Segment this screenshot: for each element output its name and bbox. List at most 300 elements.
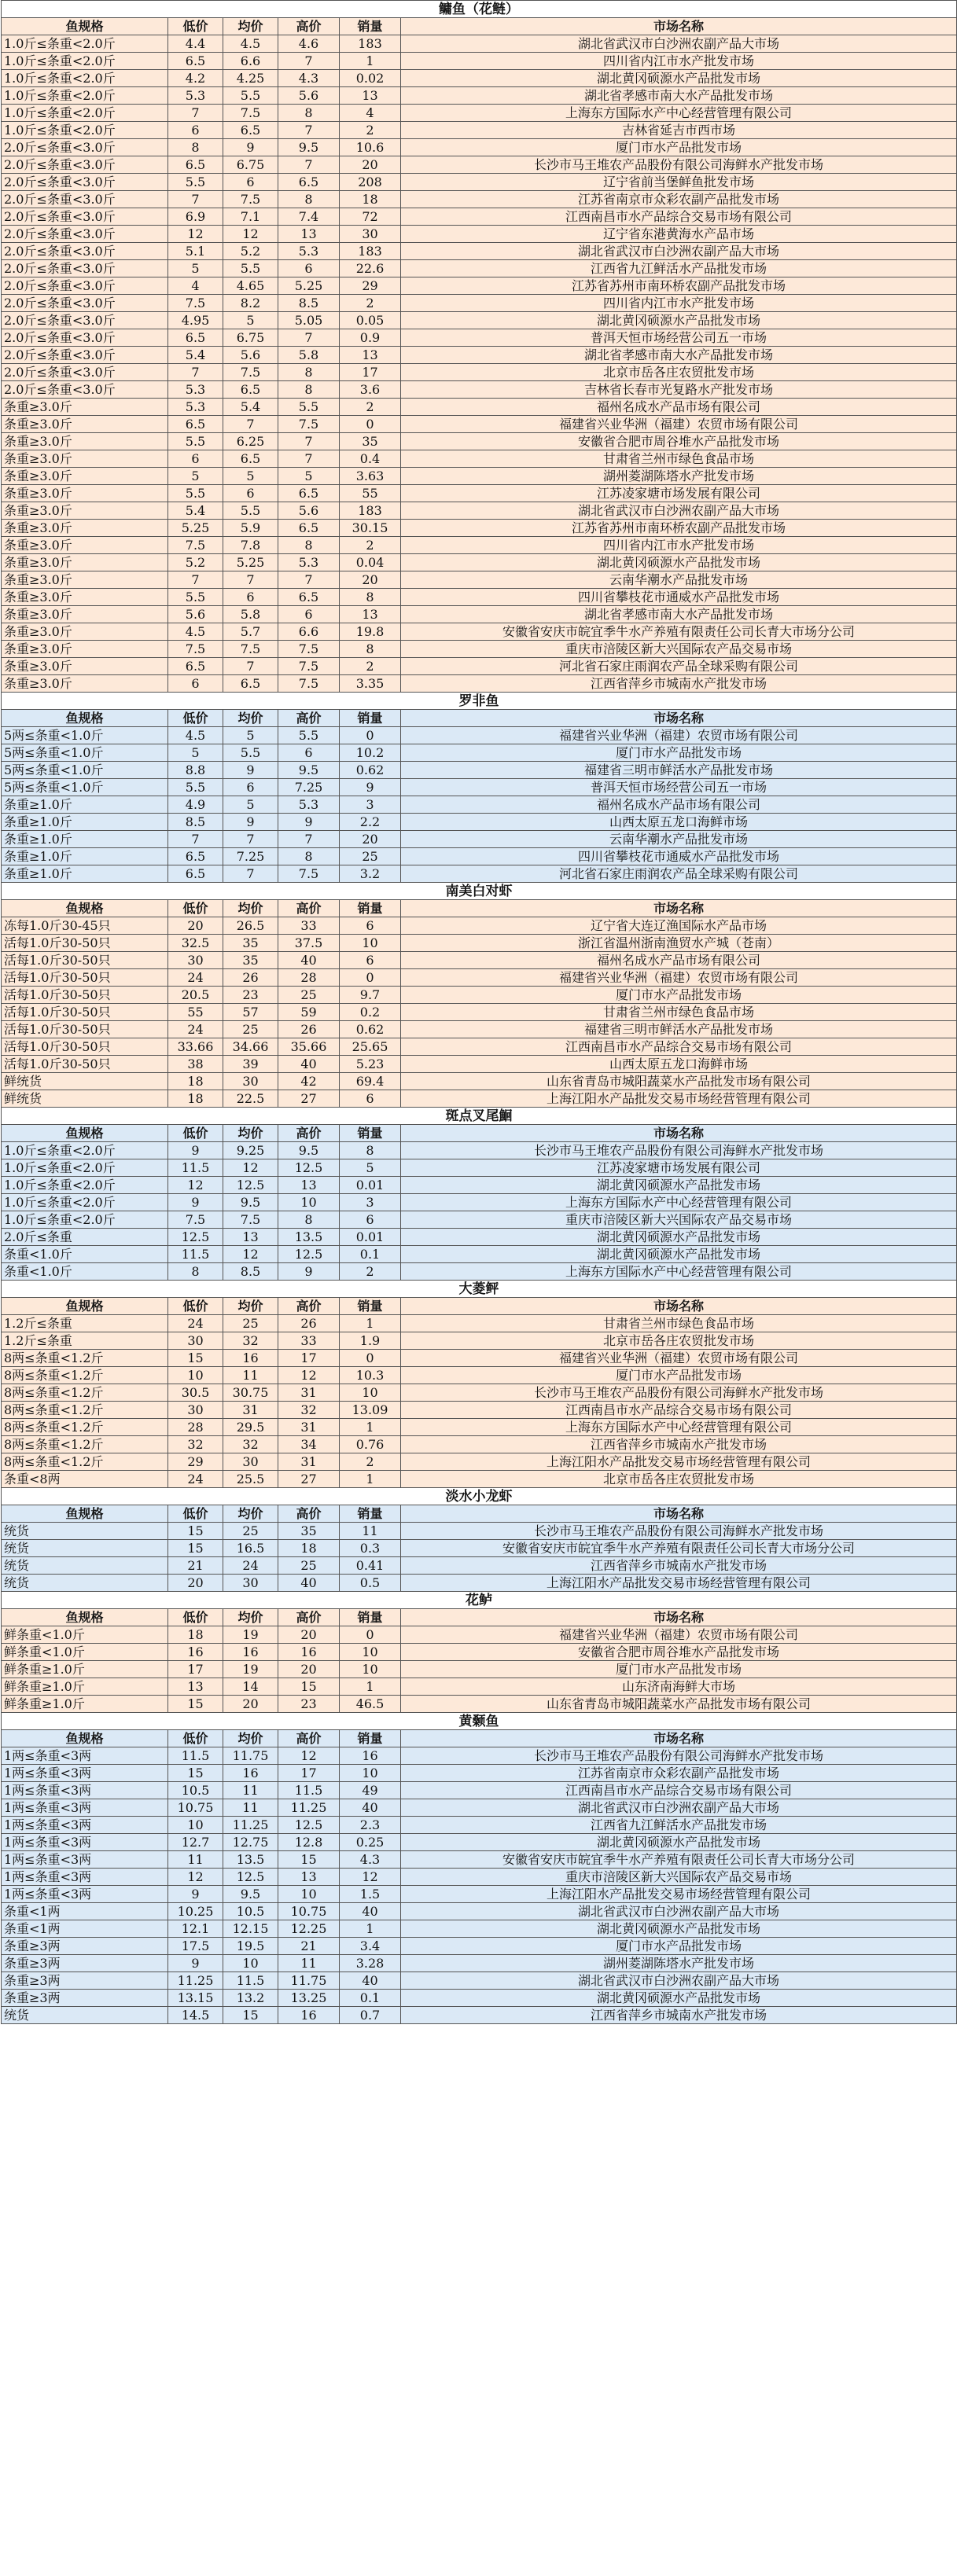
cell-vol: 55 [340, 485, 401, 502]
cell-low: 5.2 [168, 554, 223, 571]
cell-market: 安徽省安庆市皖宜季牛水产养殖有限责任公司长青大市场分公司 [401, 1540, 957, 1557]
cell-low: 9 [168, 1142, 223, 1159]
cell-avg: 5.9 [223, 520, 278, 537]
cell-spec: 条重≥3.0斤 [2, 502, 168, 520]
column-header-vol: 销量 [340, 18, 401, 35]
cell-vol: 2 [340, 658, 401, 675]
column-header-row [2, 1298, 957, 1315]
cell-market: 湖北黄冈硕源水产品批发市场 [401, 554, 957, 571]
cell-low: 13.15 [168, 1990, 223, 2007]
table-row [2, 1920, 957, 1938]
table-row [2, 675, 957, 693]
cell-high: 8 [278, 105, 340, 122]
column-header-market: 市场名称 [401, 1730, 957, 1747]
cell-low: 11.5 [168, 1246, 223, 1263]
cell-high: 13 [278, 1177, 340, 1194]
table-row [2, 848, 957, 865]
cell-avg: 7.8 [223, 537, 278, 554]
cell-low: 30 [168, 1332, 223, 1350]
cell-avg: 5.5 [223, 502, 278, 520]
cell-spec: 条重≥3两 [2, 1990, 168, 2007]
table-row [2, 1678, 957, 1696]
cell-spec: 2.0斤≤条重<3.0斤 [2, 295, 168, 312]
table-row [2, 1799, 957, 1817]
cell-high: 13.5 [278, 1229, 340, 1246]
cell-avg: 11 [223, 1799, 278, 1817]
table-row [2, 831, 957, 848]
cell-spec: 5两≤条重<1.0斤 [2, 762, 168, 779]
column-header-spec: 鱼规格 [2, 1730, 168, 1747]
cell-low: 6 [168, 450, 223, 468]
cell-avg: 7 [223, 416, 278, 433]
cell-spec: 2.0斤≤条重 [2, 1229, 168, 1246]
cell-vol: 40 [340, 1903, 401, 1920]
cell-avg: 6.5 [223, 675, 278, 693]
cell-avg: 32 [223, 1436, 278, 1453]
cell-market: 江苏省南京市众彩农副产品批发市场 [401, 1765, 957, 1782]
column-header-vol: 销量 [340, 1609, 401, 1626]
cell-market: 四川省内江市水产批发市场 [401, 53, 957, 70]
cell-vol: 5 [340, 1159, 401, 1177]
cell-high: 6 [278, 744, 340, 762]
cell-spec: 活每1.0斤30-50只 [2, 969, 168, 987]
cell-avg: 4.65 [223, 277, 278, 295]
cell-high: 15 [278, 1851, 340, 1869]
section-title: 鳙鱼（花鲢） [2, 1, 957, 18]
table-row [2, 1661, 957, 1678]
cell-spec: 条重≥3两 [2, 1955, 168, 1972]
cell-market: 上海东方国际水产中心经营管理有限公司 [401, 1194, 957, 1211]
cell-high: 11.25 [278, 1799, 340, 1817]
cell-avg: 5.4 [223, 399, 278, 416]
cell-low: 30 [168, 952, 223, 969]
cell-vol: 3.28 [340, 1955, 401, 1972]
table-row [2, 295, 957, 312]
cell-spec: 2.0斤≤条重<3.0斤 [2, 260, 168, 277]
cell-low: 6.5 [168, 848, 223, 865]
cell-spec: 1.2斤≤条重 [2, 1332, 168, 1350]
table-row [2, 1626, 957, 1644]
table-row [2, 589, 957, 606]
cell-high: 25 [278, 1557, 340, 1575]
cell-market: 湖北黄冈硕源水产品批发市场 [401, 1990, 957, 2007]
cell-market: 长沙市马王堆农产品股份有限公司海鲜水产批发市场 [401, 1747, 957, 1765]
column-header-high: 高价 [278, 1730, 340, 1747]
cell-low: 6 [168, 122, 223, 139]
cell-spec: 统货 [2, 1540, 168, 1557]
table-row [2, 1886, 957, 1903]
cell-avg: 7.5 [223, 191, 278, 208]
cell-high: 11 [278, 1955, 340, 1972]
cell-market: 四川省攀枝花市通威水产品批发市场 [401, 589, 957, 606]
cell-vol: 0.5 [340, 1575, 401, 1592]
cell-market: 福建省兴业华洲（福建）农贸市场有限公司 [401, 416, 957, 433]
cell-avg: 4.25 [223, 70, 278, 87]
cell-market: 上海江阳水产品批发交易市场经营管理有限公司 [401, 1453, 957, 1471]
cell-avg: 7.5 [223, 641, 278, 658]
cell-high: 9.5 [278, 1142, 340, 1159]
cell-vol: 0.62 [340, 762, 401, 779]
table-row [2, 485, 957, 502]
cell-vol: 0.05 [340, 312, 401, 329]
cell-high: 7.5 [278, 658, 340, 675]
section-title: 南美白对虾 [2, 883, 957, 900]
table-row [2, 468, 957, 485]
cell-vol: 1.5 [340, 1886, 401, 1903]
cell-high: 31 [278, 1453, 340, 1471]
column-header-avg: 均价 [223, 710, 278, 727]
table-row [2, 226, 957, 243]
cell-low: 6.5 [168, 416, 223, 433]
cell-avg: 16 [223, 1644, 278, 1661]
cell-market: 四川省攀枝花市通威水产品批发市场 [401, 848, 957, 865]
cell-spec: 1两≤条重<3两 [2, 1886, 168, 1903]
cell-spec: 5两≤条重<1.0斤 [2, 779, 168, 796]
column-header-market: 市场名称 [401, 18, 957, 35]
cell-spec: 2.0斤≤条重<3.0斤 [2, 139, 168, 156]
cell-high: 6.5 [278, 520, 340, 537]
cell-market: 吉林省延吉市西市场 [401, 122, 957, 139]
cell-high: 23 [278, 1696, 340, 1713]
cell-vol: 10 [340, 935, 401, 952]
cell-high: 9 [278, 1263, 340, 1281]
cell-market: 湖北黄冈硕源水产品批发市场 [401, 1920, 957, 1938]
cell-high: 8 [278, 537, 340, 554]
cell-high: 5.05 [278, 312, 340, 329]
cell-market: 福建省兴业华洲（福建）农贸市场有限公司 [401, 727, 957, 744]
cell-low: 6.9 [168, 208, 223, 226]
table-row [2, 2007, 957, 2024]
cell-market: 甘肃省兰州市绿色食品市场 [401, 450, 957, 468]
cell-market: 江苏省苏州市南环桥农副产品批发市场 [401, 520, 957, 537]
cell-spec: 8两≤条重<1.2斤 [2, 1453, 168, 1471]
column-header-avg: 均价 [223, 1298, 278, 1315]
cell-market: 福州名成水产品市场有限公司 [401, 952, 957, 969]
cell-avg: 11.5 [223, 1972, 278, 1990]
cell-market: 安徽省合肥市周谷堆水产品批发市场 [401, 433, 957, 450]
cell-high: 7.5 [278, 675, 340, 693]
cell-market: 湖北黄冈硕源水产品批发市场 [401, 1834, 957, 1851]
cell-high: 26 [278, 1021, 340, 1038]
table-row [2, 329, 957, 347]
cell-low: 15 [168, 1765, 223, 1782]
cell-avg: 5.8 [223, 606, 278, 623]
table-row [2, 1021, 957, 1038]
cell-low: 7.5 [168, 537, 223, 554]
cell-market: 长沙市马王堆农产品股份有限公司海鲜水产批发市场 [401, 1384, 957, 1402]
cell-avg: 10.5 [223, 1903, 278, 1920]
cell-vol: 2 [340, 399, 401, 416]
cell-vol: 20 [340, 156, 401, 174]
cell-vol: 0.62 [340, 1021, 401, 1038]
column-header-low: 低价 [168, 1609, 223, 1626]
column-header-row [2, 18, 957, 35]
column-header-high: 高价 [278, 710, 340, 727]
cell-low: 28 [168, 1419, 223, 1436]
cell-market: 甘肃省兰州市绿色食品市场 [401, 1004, 957, 1021]
cell-high: 13 [278, 226, 340, 243]
table-row [2, 1229, 957, 1246]
column-header-vol: 销量 [340, 1505, 401, 1523]
column-header-vol: 销量 [340, 900, 401, 917]
cell-vol: 1 [340, 1678, 401, 1696]
cell-avg: 30 [223, 1073, 278, 1090]
cell-vol: 0.1 [340, 1246, 401, 1263]
cell-spec: 鲜统货 [2, 1090, 168, 1108]
cell-low: 38 [168, 1056, 223, 1073]
cell-avg: 7.5 [223, 364, 278, 381]
cell-spec: 条重≥1.0斤 [2, 814, 168, 831]
column-header-vol: 销量 [340, 1730, 401, 1747]
table-row [2, 416, 957, 433]
cell-high: 37.5 [278, 935, 340, 952]
cell-avg: 29.5 [223, 1419, 278, 1436]
cell-spec: 条重≥3.0斤 [2, 468, 168, 485]
cell-high: 5.6 [278, 87, 340, 105]
cell-spec: 1.0斤≤条重<2.0斤 [2, 1194, 168, 1211]
cell-high: 35 [278, 1523, 340, 1540]
cell-low: 33.66 [168, 1038, 223, 1056]
cell-spec: 1两≤条重<3两 [2, 1851, 168, 1869]
cell-market: 湖北省武汉市白沙洲农副产品大市场 [401, 243, 957, 260]
cell-market: 厦门市水产品批发市场 [401, 987, 957, 1004]
cell-high: 42 [278, 1073, 340, 1090]
cell-vol: 0 [340, 969, 401, 987]
cell-market: 云南华潮水产品批发市场 [401, 571, 957, 589]
section-title-row [2, 1, 957, 18]
table-row [2, 1090, 957, 1108]
cell-low: 9 [168, 1886, 223, 1903]
column-header-market: 市场名称 [401, 1505, 957, 1523]
cell-low: 15 [168, 1696, 223, 1713]
cell-high: 8 [278, 848, 340, 865]
cell-high: 7 [278, 329, 340, 347]
cell-high: 12.8 [278, 1834, 340, 1851]
cell-high: 10.75 [278, 1903, 340, 1920]
cell-avg: 35 [223, 952, 278, 969]
cell-spec: 2.0斤≤条重<3.0斤 [2, 243, 168, 260]
cell-low: 6 [168, 675, 223, 693]
table-row [2, 1834, 957, 1851]
cell-high: 8 [278, 191, 340, 208]
cell-vol: 11 [340, 1523, 401, 1540]
column-header-avg: 均价 [223, 900, 278, 917]
table-row [2, 554, 957, 571]
cell-avg: 11 [223, 1782, 278, 1799]
cell-market: 北京市岳各庄农贸批发市场 [401, 1471, 957, 1488]
cell-spec: 2.0斤≤条重<3.0斤 [2, 347, 168, 364]
table-row [2, 399, 957, 416]
cell-low: 4.2 [168, 70, 223, 87]
cell-low: 4.9 [168, 796, 223, 814]
cell-market: 上海江阳水产品批发交易市场经营管理有限公司 [401, 1886, 957, 1903]
cell-vol: 5.23 [340, 1056, 401, 1073]
column-header-spec: 鱼规格 [2, 900, 168, 917]
cell-spec: 1.0斤≤条重<2.0斤 [2, 1177, 168, 1194]
cell-market: 长沙市马王堆农产品股份有限公司海鲜水产批发市场 [401, 156, 957, 174]
cell-spec: 条重<1两 [2, 1920, 168, 1938]
cell-low: 29 [168, 1453, 223, 1471]
cell-avg: 6.75 [223, 329, 278, 347]
cell-low: 20 [168, 1575, 223, 1592]
cell-market: 湖北省孝感市南大水产品批发市场 [401, 347, 957, 364]
cell-low: 5.3 [168, 87, 223, 105]
cell-market: 湖北省武汉市白沙洲农副产品大市场 [401, 35, 957, 53]
cell-low: 7 [168, 191, 223, 208]
cell-vol: 2 [340, 1453, 401, 1471]
cell-spec: 8两≤条重<1.2斤 [2, 1436, 168, 1453]
cell-high: 12.5 [278, 1246, 340, 1263]
cell-avg: 30 [223, 1453, 278, 1471]
price-table [1, 0, 957, 2024]
cell-high: 13.25 [278, 1990, 340, 2007]
cell-high: 9 [278, 814, 340, 831]
cell-vol: 10.3 [340, 1367, 401, 1384]
cell-vol: 0.3 [340, 1540, 401, 1557]
cell-avg: 30 [223, 1575, 278, 1592]
cell-vol: 0.01 [340, 1229, 401, 1246]
column-header-spec: 鱼规格 [2, 1505, 168, 1523]
cell-vol: 10 [340, 1384, 401, 1402]
cell-high: 40 [278, 952, 340, 969]
cell-market: 江西南昌市水产品综合交易市场有限公司 [401, 1038, 957, 1056]
table-row [2, 987, 957, 1004]
cell-spec: 条重≥3.0斤 [2, 416, 168, 433]
cell-vol: 6 [340, 952, 401, 969]
cell-low: 10.25 [168, 1903, 223, 1920]
cell-spec: 条重≥1.0斤 [2, 865, 168, 883]
cell-vol: 10 [340, 1644, 401, 1661]
cell-low: 18 [168, 1626, 223, 1644]
cell-avg: 16.5 [223, 1540, 278, 1557]
cell-market: 江苏省苏州市南环桥农副产品批发市场 [401, 277, 957, 295]
cell-vol: 1 [340, 1471, 401, 1488]
table-row [2, 277, 957, 295]
cell-market: 山西太原五龙口海鲜市场 [401, 1056, 957, 1073]
table-row [2, 1436, 957, 1453]
cell-low: 8.5 [168, 814, 223, 831]
table-row [2, 1419, 957, 1436]
cell-low: 10 [168, 1367, 223, 1384]
table-row [2, 1644, 957, 1661]
cell-vol: 0.02 [340, 70, 401, 87]
cell-market: 上海江阳水产品批发交易市场经营管理有限公司 [401, 1575, 957, 1592]
cell-market: 江西省九江鲜活水产品批发市场 [401, 1817, 957, 1834]
cell-market: 甘肃省兰州市绿色食品市场 [401, 1315, 957, 1332]
cell-spec: 条重≥3.0斤 [2, 658, 168, 675]
cell-vol: 20 [340, 571, 401, 589]
cell-vol: 19.8 [340, 623, 401, 641]
cell-avg: 6.75 [223, 156, 278, 174]
cell-market: 湖北黄冈硕源水产品批发市场 [401, 312, 957, 329]
cell-spec: 条重≥3.0斤 [2, 675, 168, 693]
table-row [2, 1402, 957, 1419]
cell-vol: 1 [340, 1920, 401, 1938]
cell-spec: 条重≥3.0斤 [2, 571, 168, 589]
cell-avg: 5 [223, 796, 278, 814]
cell-market: 上海东方国际水产中心经营管理有限公司 [401, 1419, 957, 1436]
cell-vol: 0.01 [340, 1177, 401, 1194]
cell-vol: 3 [340, 1194, 401, 1211]
cell-high: 7 [278, 571, 340, 589]
cell-low: 14.5 [168, 2007, 223, 2024]
cell-spec: 5两≤条重<1.0斤 [2, 744, 168, 762]
column-header-high: 高价 [278, 1125, 340, 1142]
cell-low: 9 [168, 1194, 223, 1211]
cell-vol: 0.1 [340, 1990, 401, 2007]
cell-vol: 0 [340, 1626, 401, 1644]
cell-avg: 31 [223, 1402, 278, 1419]
cell-market: 厦门市水产品批发市场 [401, 1661, 957, 1678]
cell-spec: 1.0斤≤条重<2.0斤 [2, 70, 168, 87]
cell-avg: 9 [223, 814, 278, 831]
cell-avg: 6.5 [223, 450, 278, 468]
cell-market: 湖北省孝感市南大水产品批发市场 [401, 606, 957, 623]
table-row [2, 1696, 957, 1713]
cell-vol: 6 [340, 1090, 401, 1108]
cell-avg: 5 [223, 468, 278, 485]
table-row [2, 347, 957, 364]
cell-spec: 8两≤条重<1.2斤 [2, 1402, 168, 1419]
cell-avg: 12 [223, 226, 278, 243]
cell-high: 28 [278, 969, 340, 987]
cell-avg: 12.5 [223, 1177, 278, 1194]
cell-avg: 25 [223, 1523, 278, 1540]
table-row [2, 606, 957, 623]
cell-high: 7.5 [278, 416, 340, 433]
cell-vol: 10 [340, 1661, 401, 1678]
cell-market: 河北省石家庄雨润农产品全球采购有限公司 [401, 865, 957, 883]
cell-vol: 49 [340, 1782, 401, 1799]
column-header-spec: 鱼规格 [2, 710, 168, 727]
cell-vol: 1 [340, 1419, 401, 1436]
cell-spec: 2.0斤≤条重<3.0斤 [2, 191, 168, 208]
table-row [2, 1557, 957, 1575]
cell-market: 湖北省武汉市白沙洲农副产品大市场 [401, 1799, 957, 1817]
cell-low: 12 [168, 1177, 223, 1194]
section-title-row [2, 1108, 957, 1125]
column-header-market: 市场名称 [401, 900, 957, 917]
cell-low: 12.1 [168, 1920, 223, 1938]
table-row [2, 208, 957, 226]
table-row [2, 1263, 957, 1281]
cell-avg: 6 [223, 485, 278, 502]
cell-vol: 9.7 [340, 987, 401, 1004]
table-row [2, 1540, 957, 1557]
cell-avg: 32 [223, 1332, 278, 1350]
cell-market: 福州名成水产品市场有限公司 [401, 399, 957, 416]
table-row [2, 571, 957, 589]
cell-spec: 1.0斤≤条重<2.0斤 [2, 53, 168, 70]
cell-low: 7 [168, 105, 223, 122]
cell-spec: 统货 [2, 2007, 168, 2024]
cell-market: 河北省石家庄雨润农产品全球采购有限公司 [401, 658, 957, 675]
cell-market: 北京市岳各庄农贸批发市场 [401, 1332, 957, 1350]
cell-vol: 3 [340, 796, 401, 814]
cell-vol: 46.5 [340, 1696, 401, 1713]
cell-spec: 1.0斤≤条重<2.0斤 [2, 1211, 168, 1229]
table-row [2, 1955, 957, 1972]
cell-avg: 30.75 [223, 1384, 278, 1402]
cell-low: 4.5 [168, 623, 223, 641]
cell-spec: 8两≤条重<1.2斤 [2, 1419, 168, 1436]
cell-low: 17 [168, 1661, 223, 1678]
column-header-low: 低价 [168, 1730, 223, 1747]
cell-avg: 7 [223, 658, 278, 675]
cell-vol: 13 [340, 347, 401, 364]
cell-high: 11.75 [278, 1972, 340, 1990]
cell-low: 11.5 [168, 1747, 223, 1765]
